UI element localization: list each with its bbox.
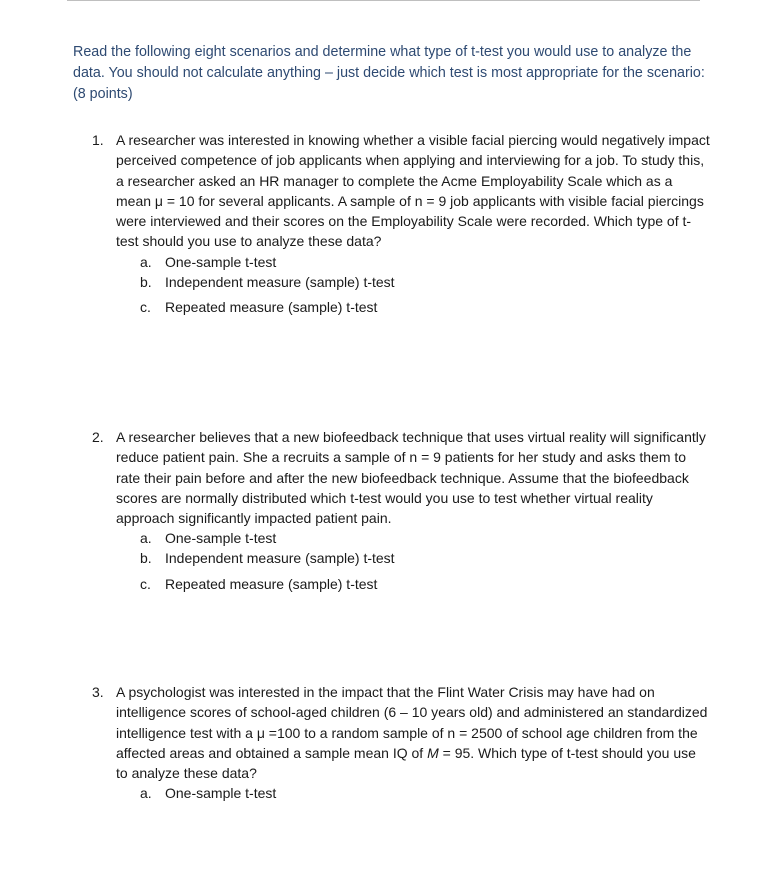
option-a [92, 783, 710, 803]
question-number: 1. [92, 132, 104, 148]
option-c [92, 297, 710, 323]
question-text: A researcher was interested in knowing whether a visible facial piercing would negatively impact perceived competence of job applicants when applying and interviewing for a job. To study this, a researcher asked an HR manager to complete the Acme Employability Scale which as a mean μ = 10 for several applicants. A sample of n = 9 job applicants with visible facial piercings were interviewed and their scores on the Employability Scale were recorded. Which type of t-test should you use to analyze these data? [116, 132, 710, 250]
option-list [92, 783, 710, 803]
question-2 [92, 427, 710, 599]
option-text: One-sample t-test [165, 530, 277, 547]
option-text: One-sample t-test [165, 785, 277, 802]
question-1 [92, 130, 710, 323]
instructions: Read the following eight scenarios and determine what type of t-test you would use to analyze the data. You should not calculate anything – just decide which test is most appropriate for the scenario: (8 points) [73, 44, 705, 102]
option-letter: b. [140, 273, 152, 290]
option-letter: a. [140, 785, 152, 802]
option-c [92, 574, 710, 600]
question-text [116, 682, 710, 783]
question-3 [92, 682, 710, 803]
question-number: 2. [92, 429, 104, 445]
option-a [92, 252, 710, 272]
option-text: Repeated measure (sample) t-test [165, 575, 378, 592]
option-letter: b. [140, 550, 152, 567]
option-text: Independent measure (sample) t-test [165, 273, 395, 290]
option-text: Independent measure (sample) t-test [165, 550, 395, 567]
option-text: One-sample t-test [165, 253, 277, 270]
question-text-part: = 95. Which type of t-test should you use to analyze these data? [116, 744, 696, 782]
option-letter: c. [140, 575, 151, 592]
question-number: 3. [92, 684, 104, 700]
option-a [92, 528, 710, 548]
option-letter: a. [140, 530, 152, 547]
option-b [92, 548, 710, 574]
option-list [92, 252, 710, 323]
option-letter: a. [140, 253, 152, 270]
question-text-part: A psychologist was interested in the impact that the Flint Water Crisis may have had on intelligence scores of school-aged children (6 – 10 years old) and administered an standardized intelligence test with a μ =100 to a random sample of n = 2500 of school age children from the affected areas and obtained a sample mean IQ of [116, 684, 708, 761]
option-b [92, 272, 710, 298]
option-list [92, 528, 710, 599]
option-text: Repeated measure (sample) t-test [165, 299, 378, 316]
question-text: A researcher believes that a new biofeedback technique that uses virtual reality will significantly reduce patient pain. She a recruits a sample of n = 9 patients for her study and asks them to rate their pain before and after the new biofeedback technique. Assume that the biofeedback scores are normally distributed which t-test would you use to test whether virtual reality approach significantly impacted patient pain. [116, 429, 706, 527]
option-letter: c. [140, 299, 151, 316]
mean-symbol: M [427, 744, 439, 761]
top-divider [67, 0, 700, 1]
